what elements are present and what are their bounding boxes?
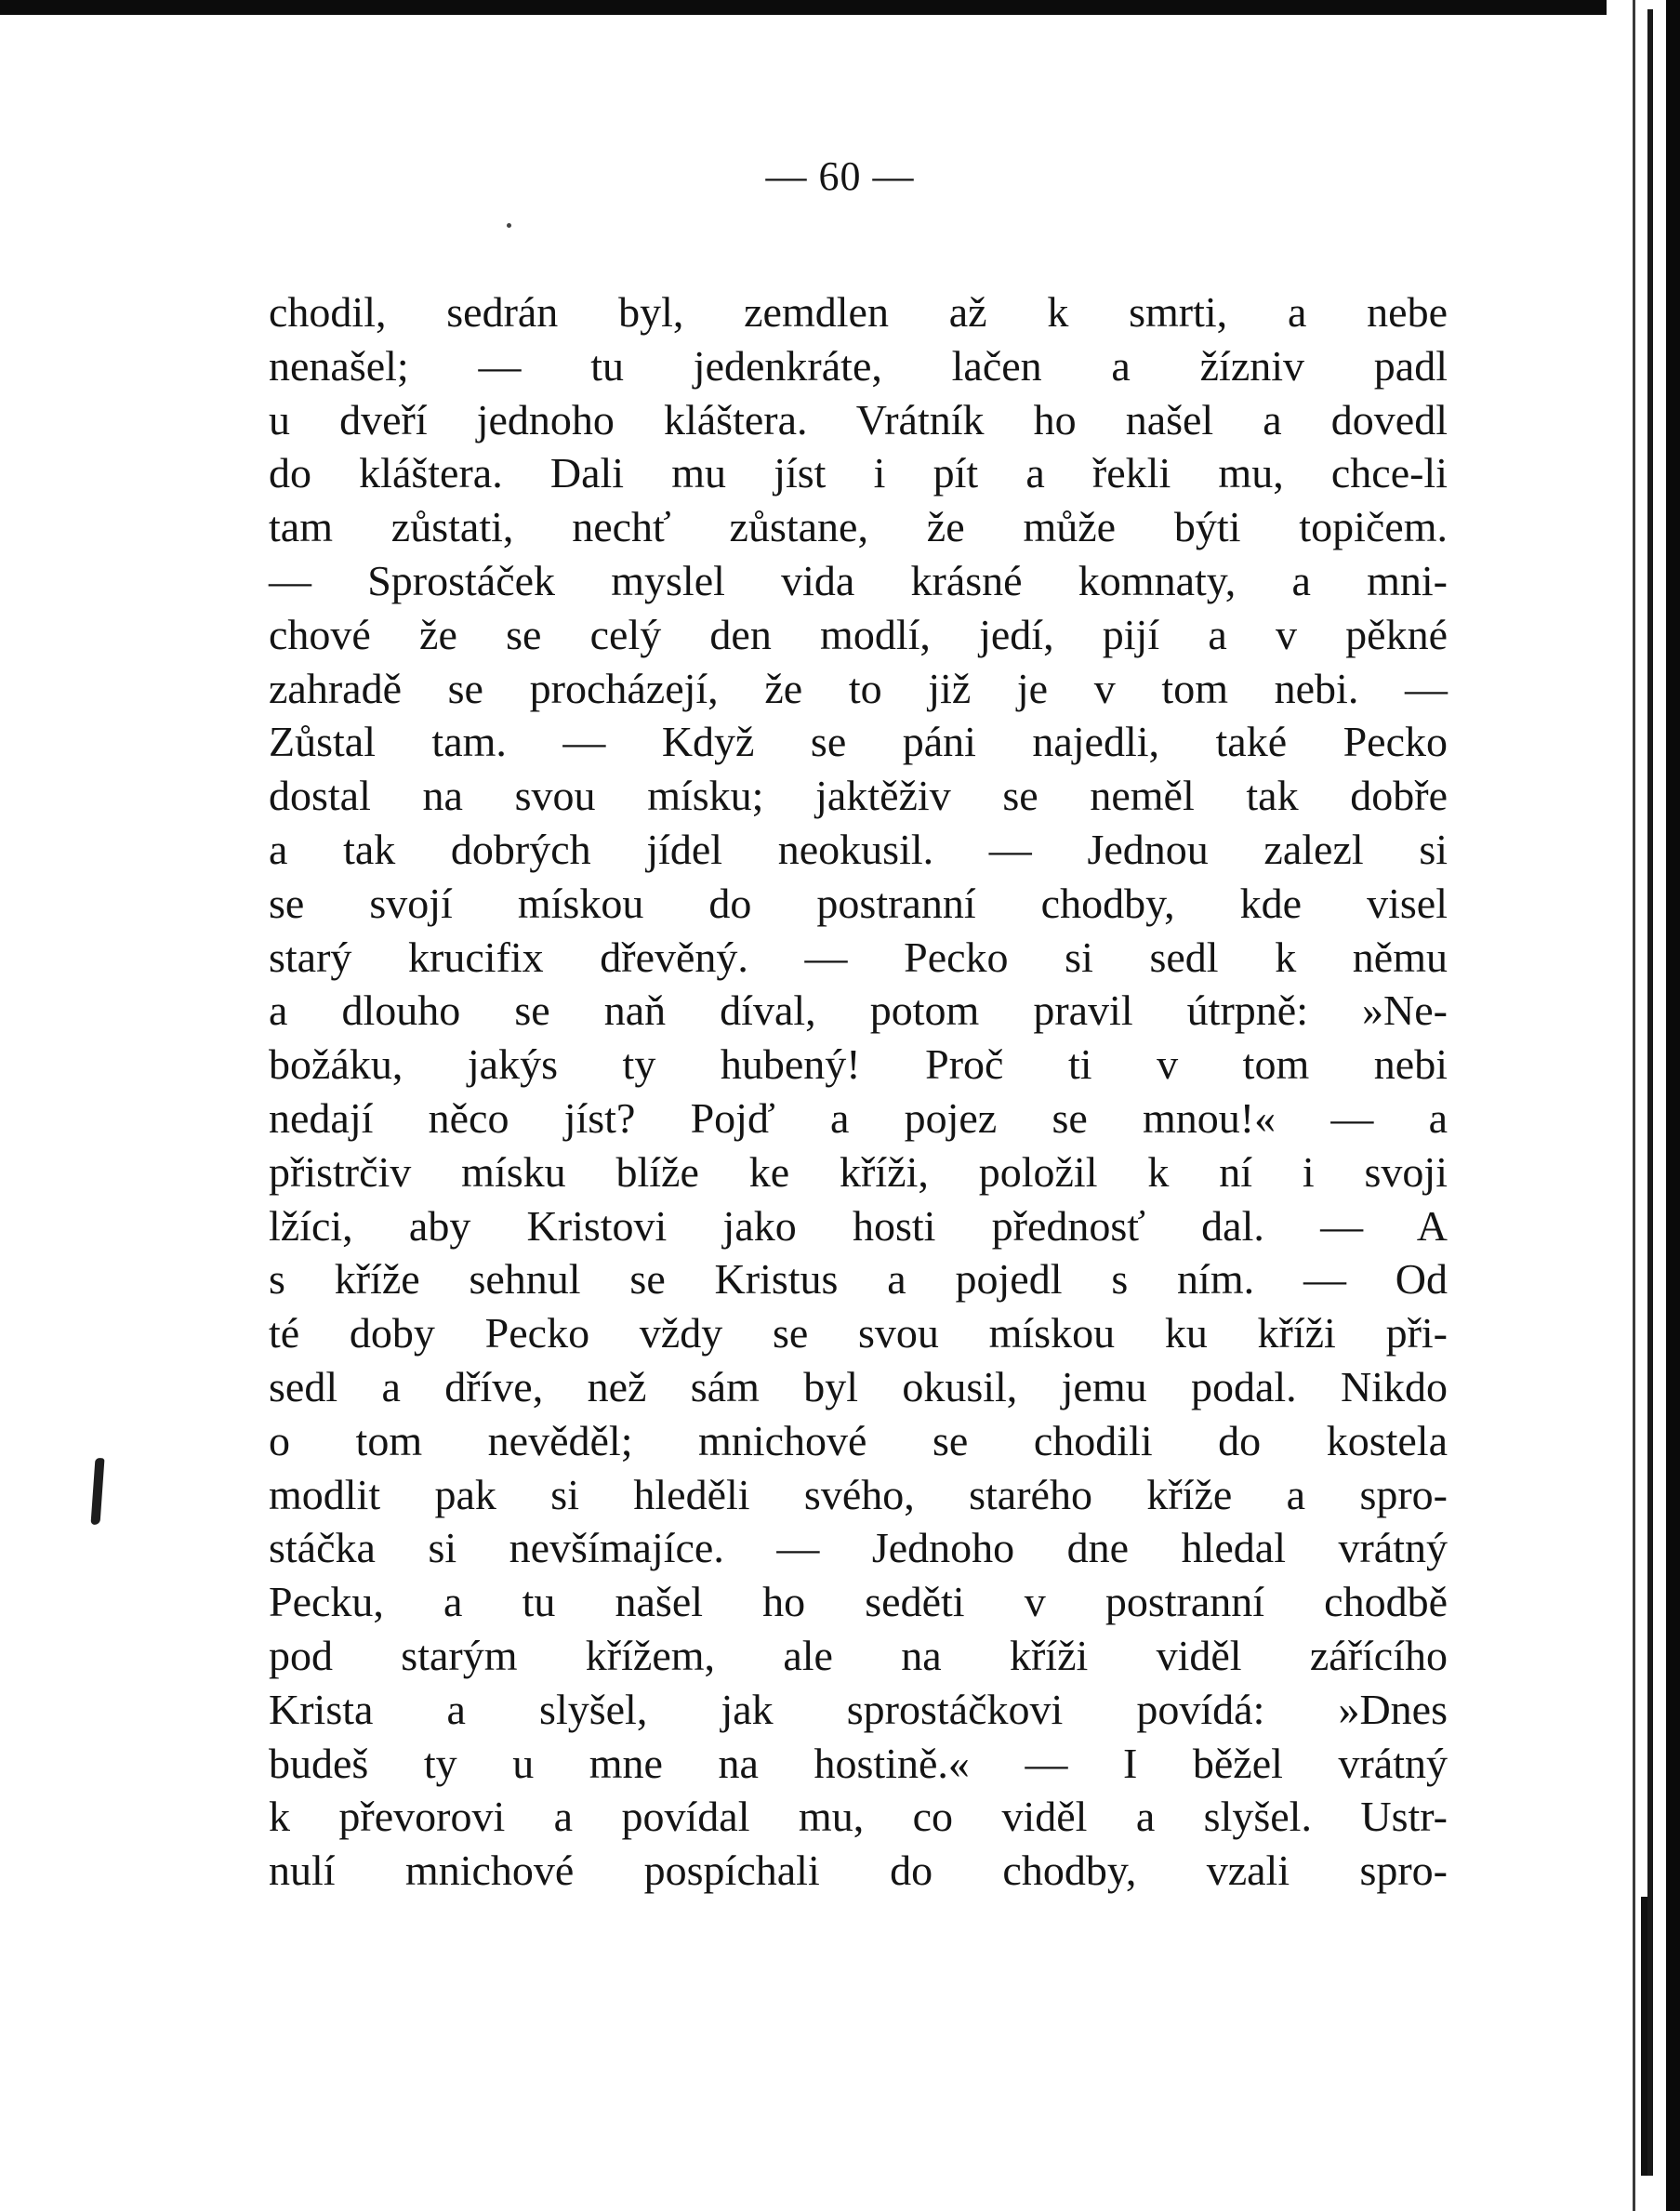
- text-line: modlit pak si hleděli svého, starého kříže a spro-: [269, 1470, 1448, 1518]
- text-line: a dlouho se naň díval, potom pravil útrpně: »Ne-: [269, 986, 1448, 1035]
- text-line: stáčka si nevšímajíce. — Jednoho dne hledal vrátný: [269, 1524, 1448, 1572]
- text-line: a tak dobrých jídel neokusil. — Jednou zalezl si: [269, 825, 1448, 873]
- text-line: k převorovi a povídal mu, co viděl a slyšel. Ustr-: [269, 1793, 1448, 1841]
- text-line: starý krucifix dřevěný. — Pecko si sedl k němu: [269, 933, 1448, 981]
- text-line: té doby Pecko vždy se svou mískou ku kříži při-: [269, 1309, 1448, 1357]
- scan-border-line: [1633, 0, 1635, 2211]
- text-line: chové že se celý den modlí, jedí, pijí a v pěkné: [269, 610, 1448, 658]
- text-line: u dveří jednoho kláštera. Vrátník ho našel a dovedl: [269, 395, 1448, 444]
- ink-speck: [507, 223, 511, 228]
- text-line: — Sprostáček myslel vida krásné komnaty, a mni-: [269, 556, 1448, 604]
- scan-border-line: [1666, 0, 1680, 2211]
- text-line: s kříže sehnul se Kristus a pojedl s ním. — Od: [269, 1255, 1448, 1304]
- text-line: se svojí mískou do postranní chodby, kde visel: [269, 879, 1448, 927]
- text-line: nedají něco jíst? Pojď a pojez se mnou!« — a: [269, 1093, 1448, 1142]
- scan-border-right: [1607, 0, 1680, 2211]
- body-text: [269, 285, 1448, 1898]
- text-line: zahradě se procházejí, že to již je v tom nebi. —: [269, 664, 1448, 712]
- text-line: dostal na svou mísku; jaktěživ se neměl tak dobře: [269, 772, 1448, 820]
- text-line: do kláštera. Dali mu jíst i pít a řekli mu, chce-li: [269, 449, 1448, 497]
- margin-ink-mark: [91, 1458, 105, 1526]
- text-line: o tom nevěděl; mnichové se chodili do kostela: [269, 1416, 1448, 1464]
- text-line: Krista a slyšel, jak sprostáčkovi povídá: »Dnes: [269, 1685, 1448, 1733]
- text-line: budeš ty u mne na hostině.« — I běžel vrátný: [269, 1739, 1448, 1787]
- scan-border-line: [1647, 9, 1653, 2176]
- page-number: — 60 —: [765, 153, 915, 199]
- scan-border-top: [0, 0, 1680, 15]
- text-line: Zůstal tam. — Když se páni najedli, také Pecko: [269, 718, 1448, 766]
- text-line: tam zůstati, nechť zůstane, že může býti topičem.: [269, 503, 1448, 551]
- text-line: božáku, jakýs ty hubený! Proč ti v tom nebi: [269, 1040, 1448, 1089]
- text-line: Pecku, a tu našel ho seděti v postranní chodbě: [269, 1578, 1448, 1626]
- text-line: pod starým křížem, ale na kříži viděl zářícího: [269, 1631, 1448, 1679]
- text-line: přistrčiv mísku blíže ke kříži, položil k ní i svoji: [269, 1147, 1448, 1196]
- text-line: nenašel; — tu jedenkráte, lačen a žízniv padl: [269, 341, 1448, 390]
- text-line: lžíci, aby Kristovi jako hosti přednosť dal. — A: [269, 1201, 1448, 1250]
- text-line: chodil, sedrán byl, zemdlen až k smrti, a nebe: [269, 288, 1448, 336]
- text-line: nulí mnichové pospíchali do chodby, vzali spro-: [269, 1847, 1448, 1895]
- text-line: sedl a dříve, než sám byl okusil, jemu podal. Nikdo: [269, 1362, 1448, 1410]
